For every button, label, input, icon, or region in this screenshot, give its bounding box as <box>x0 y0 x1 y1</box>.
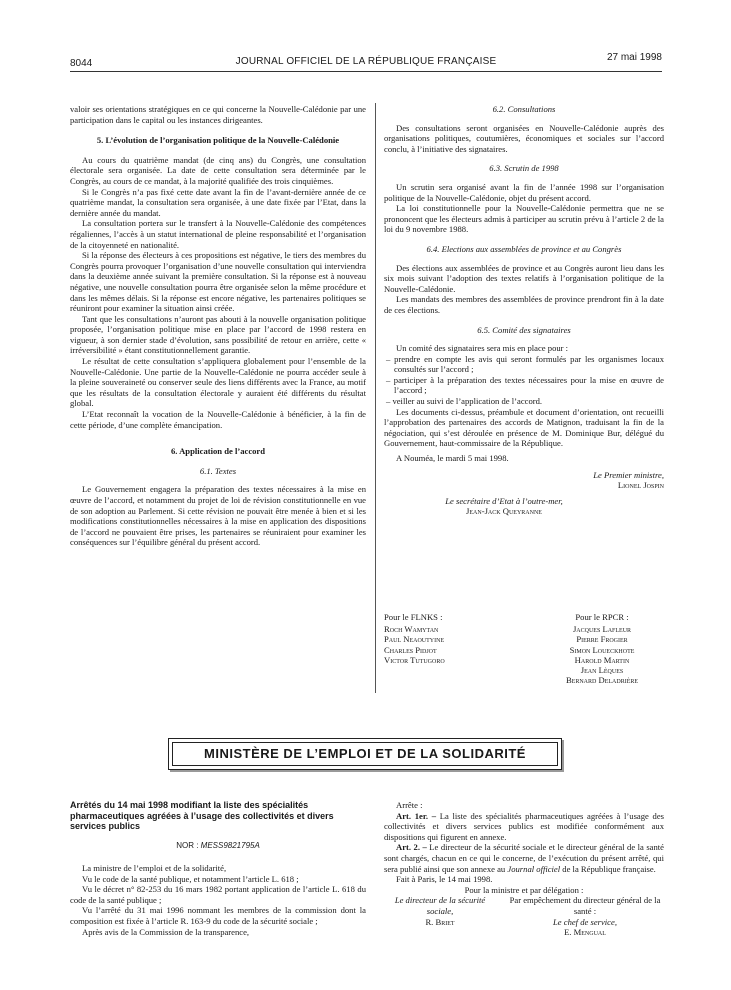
signatory-name: Pierre Frogier <box>576 634 628 645</box>
delegation-line: Pour la ministre et par délégation : <box>464 884 584 895</box>
dgs-name: E. Mengual <box>564 927 606 938</box>
page-number: 8044 <box>70 58 93 69</box>
fait-a-paris: Fait à Paris, le 14 mai 1998. <box>396 874 493 885</box>
paragraph: La loi constitutionnelle pour la Nouvelle-Calédonie permettra que ne se prononcent que les électeurs admis à participer au scrutin prévu à l’article 2 de la loi du 9 novembre 1988. <box>384 203 664 235</box>
nor-code: MESS9821795A <box>200 840 260 850</box>
rpcr-signatories <box>538 612 666 685</box>
paragraph: La consultation portera sur le transfert à la Nouvelle-Calédonie des compétences régaliennes, l’accès à un statut international de pleine responsabilité et l’organisation de la citoyenneté en nationalité. <box>70 218 366 250</box>
section-6-2-title: 6.2. Consultations <box>492 104 556 114</box>
paragraph: Un comité des signataires sera mis en place pour : <box>396 343 569 354</box>
signatory-name: Roch Wamytan <box>384 624 439 635</box>
flnks-signatories <box>384 612 514 665</box>
list-item: – participer à la préparation des textes nécessaires pour la mise en œuvre de l’accord ; <box>386 374 664 396</box>
dgs-title: Le chef de service, <box>553 916 617 927</box>
article-1 <box>384 811 664 843</box>
journal-officiel-ref: Journal officiel <box>507 863 561 874</box>
paragraph: Vu l’arrêté du 31 mai 1996 nommant les membres de la commission dont la composition est fixée à l’article R. 163-9 du code de la sécurité sociale ; <box>70 905 366 927</box>
article-2-text: Le directeur de la sécurité sociale et le directeur général de la santé sont chargés, chacun en ce qui le concerne, de l’exécution du présent arrêté, qui sera publié ainsi que son annexe au <box>384 842 664 874</box>
flnks-heading: Pour le FLNKS : <box>384 612 443 622</box>
right-column <box>384 104 664 517</box>
signatory-name: Bernard Deladrière <box>565 675 639 686</box>
arrete-label: Arrête : <box>396 800 423 810</box>
pm-title: Le Premier ministre, <box>593 469 664 480</box>
decree-left-column <box>70 800 366 937</box>
paragraph: Les documents ci-dessus, préambule et document d’orientation, ont recueilli l’approbation des partenaires des accords de Matignon, traduisant la fin de la négociation, qui s’est déroulée en présence de M. Dominique Bur, délégué du Gouvernement, haut-commissaire de la République. <box>384 406 664 449</box>
journal-title: JOURNAL OFFICIEL DE LA RÉPUBLIQUE FRANÇAISE <box>235 56 497 67</box>
section-6-4-title: 6.4. Elections aux assemblées de province et au Congrès <box>426 243 622 254</box>
decree-right-column <box>384 800 664 938</box>
section-5-title: 5. L’évolution de l’organisation politique de la Nouvelle-Calédonie <box>96 135 340 146</box>
signatory-name: Harold Martin <box>574 654 630 665</box>
article-2-label: Art. 2. – <box>396 842 427 853</box>
paragraph: L’Etat reconnaît la vocation de la Nouvelle-Calédonie à bénéficier, à la fin de cette période, d’une complète émancipation. <box>70 409 366 430</box>
paragraph: Après avis de la Commission de la transparence, <box>82 926 250 937</box>
se-title: Le secrétaire d’Etat à l’outre-mer, <box>445 495 563 506</box>
signatory-name: Simon Loueckhote <box>569 644 635 655</box>
paragraph: Au cours du quatrième mandat (de cinq ans) du Congrès, une consultation électorale sera organisée. La date de cette consultation sera déterminée par le Congrès, au cours de ce mandat, à la majorité qualifiée des trois cinquièmes. <box>70 154 366 186</box>
article-1-label: Art. 1er. – <box>396 810 437 821</box>
ministry-banner <box>168 738 562 770</box>
header-rule <box>70 71 662 72</box>
dgs-prefix: Par empêchement du directeur général de la santé : <box>509 895 661 916</box>
se-name: Jean-Jack Queyranne <box>466 506 542 517</box>
signatory-name: Charles Pidjot <box>384 644 437 655</box>
decree-title: Arrêtés du 14 mai 1998 modifiant la liste des spécialités pharmaceutiques agréées à l’usage des collectivités et divers services publics <box>70 800 334 831</box>
intro-paragraph: valoir ses orientations stratégiques en ce qui concerne la Nouvelle-Calédonie par une participation dans le capital ou les instances dirigeantes. <box>70 104 366 125</box>
page-header <box>70 52 662 70</box>
dgs-signature <box>506 895 664 937</box>
decree-signatures <box>384 895 664 938</box>
nor-label: NOR : <box>176 840 199 850</box>
article-1-text: La liste des spécialités pharmaceutiques agréées à l’usage des collectivités et divers services publics est modifiée conformément aux dispositions qui figurent en annexe. <box>384 810 664 842</box>
article-2 <box>384 842 664 874</box>
paragraph: Si la réponse des électeurs à ces propositions est négative, le tiers des membres du Congrès pourra provoquer l’organisation d’une nouvelle consultation qui interviendra dans la deuxième année suivant la première consultation. Si la réponse est à nouveau négative, une nouvelle consultation pourra être organisée selon la même procédure et dans les mêmes délais. Si la réponse est encore négative, les partenaires politiques se réuniront pour examiner la situation ainsi créée. <box>70 250 366 314</box>
paragraph: Tant que les consultations n’auront pas abouti à la nouvelle organisation politique proposée, l’organisation politique mise en place par l’accord de 1998 restera en vigueur, à son dernier stade d’évolution, sans possibilité de retour en arrière, cette « irréversibilité » étant constitutionnellement garantie. <box>70 313 366 356</box>
section-6-title: 6. Application de l’accord <box>170 446 266 457</box>
paragraph: La ministre de l’emploi et de la solidarité, <box>82 863 227 874</box>
paragraph: Un scrutin sera organisé avant la fin de l’année 1998 sur l’organisation politique de la Nouvelle-Calédonie, objet du présent accord. <box>384 181 664 203</box>
list-item: – veiller au suivi de l’application de l’accord. <box>386 396 543 407</box>
signatory-name: Paul Neaoutyine <box>384 634 445 645</box>
paragraph: Des élections aux assemblées de province et au Congrès auront lieu dans les six mois suivant l’adoption des textes relatifs à l’organisation politique de la Nouvelle-Calédonie. <box>384 262 664 294</box>
nor-reference <box>70 841 366 852</box>
paragraph: Vu le code de la santé publique, et notamment l’article L. 618 ; <box>82 873 299 884</box>
paragraph: Le résultat de cette consultation s’appliquera globalement pour l’ensemble de la Nouvelle-Calédonie. Une partie de la Nouvelle-Calédonie ne pourra accéder seule à la pleine souveraineté ou conserver seule des liens différents avec la France, au motif que les résultats de la consultation électorale y auraient été différents du résultat global. <box>70 356 366 409</box>
rpcr-heading: Pour le RPCR : <box>575 612 629 622</box>
paragraph: Vu le décret n° 82-253 du 16 mars 1982 portant application de l’article L. 618 du code de la santé publique ; <box>70 884 366 905</box>
dss-title: Le directeur de la sécurité sociale, <box>394 895 486 916</box>
section-6-1-title: 6.1. Textes <box>199 465 237 476</box>
signatory-name: Victor Tutugoro <box>384 654 445 665</box>
signatory-name: Jacques Lafleur <box>572 624 632 635</box>
issue-date: 27 mai 1998 <box>606 52 662 63</box>
signatory-name: Jean Lèques <box>580 665 624 676</box>
column-divider <box>375 103 376 693</box>
article-2-end: de la République française. <box>562 863 656 874</box>
section-6-3-title: 6.3. Scrutin de 1998 <box>489 163 559 174</box>
list-item: – prendre en compte les avis qui seront formulés par les organismes locaux consultés sur l’accord ; <box>386 353 664 375</box>
dss-name: R. Briet <box>425 916 455 927</box>
paragraph: Les mandats des membres des assemblées de province prendront fin à la date de ces élections. <box>384 294 664 315</box>
pm-name: Lionel Jospin <box>617 480 664 491</box>
left-column <box>70 104 366 548</box>
ministry-title: MINISTÈRE DE L’EMPLOI ET DE LA SOLIDARITÉ <box>172 742 558 766</box>
section-6-5-title: 6.5. Comité des signataires <box>477 324 571 335</box>
paragraph: Si le Congrès n’a pas fixé cette date avant la fin de l’avant-dernière année de ce quatrième mandat, la consultation sera organisée, à une date fixée par l’Etat, dans la dernière année du mandat. <box>70 186 366 218</box>
dss-signature <box>384 895 496 927</box>
paragraph: Le Gouvernement engagera la préparation des textes nécessaires à la mise en œuvre de l’accord, et notamment du projet de loi de révision constitutionnelle en vue de son adoption au Parlement. Si cette révision ne pouvait être menée à bien et si les modifications constitutionnelles nécessaires à la mise en application des dispositions de l’accord ne pouvaient être prises, les partenaires se réuniraient pour examiner les conséquences sur l’équilibre général du présent accord. <box>70 484 366 548</box>
paragraph: Des consultations seront organisées en Nouvelle-Calédonie auprès des organisations politiques, coutumières, économiques et sociales sur l’accord conclu, à l’initiative des signataires. <box>384 122 664 154</box>
place-date: A Nouméa, le mardi 5 mai 1998. <box>396 453 509 464</box>
